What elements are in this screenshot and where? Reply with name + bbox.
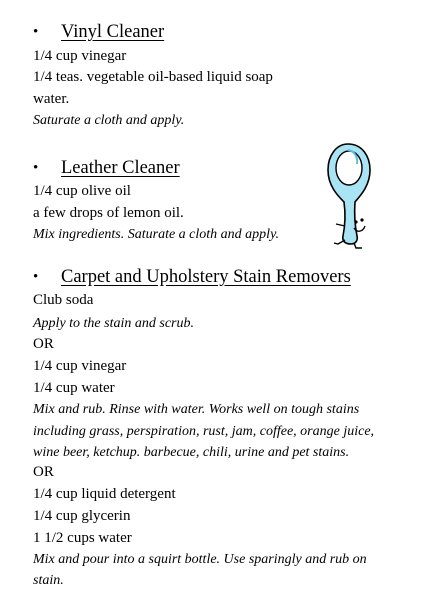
- ingredient-line: 1/4 cup glycerin: [33, 508, 131, 524]
- ingredient-line: Club soda: [33, 292, 94, 308]
- instruction-line: Mix and rub. Rinse with water. Works well on tough stains: [33, 402, 360, 417]
- instruction-line: Apply to the stain and scrub.: [33, 316, 194, 331]
- section-title: Carpet and Upholstery Stain Removers: [61, 267, 351, 287]
- ingredient-line: a few drops of lemon oil.: [33, 205, 184, 221]
- ingredient-line: water.: [33, 91, 70, 107]
- separator-or: OR: [33, 464, 54, 480]
- instruction-line: Mix ingredients. Saturate a cloth and apply.: [33, 227, 280, 242]
- instruction-line: including grass, perspiration, rust, jam, coffee, orange juice,: [33, 424, 375, 439]
- section-title: Leather Cleaner: [61, 158, 180, 178]
- ingredient-line: 1/4 cup vinegar: [33, 358, 127, 374]
- bullet-icon: •: [33, 269, 39, 285]
- section-title: Vinyl Cleaner: [61, 22, 165, 42]
- instruction-line: wine beer, ketchup. barbecue, chili, urine and pet stains.: [33, 445, 350, 460]
- ingredient-line: 1/4 cup vinegar: [33, 48, 127, 64]
- instruction-line: Saturate a cloth and apply.: [33, 113, 185, 128]
- ingredient-line: 1/4 cup liquid detergent: [33, 486, 176, 502]
- ingredient-line: 1/4 teas. vegetable oil-based liquid soap: [33, 69, 273, 85]
- ingredient-line: 1/4 cup water: [33, 380, 115, 396]
- bullet-icon: •: [33, 24, 39, 40]
- spoon-mascot-icon: [318, 140, 378, 250]
- ingredient-line: 1 1/2 cups water: [33, 530, 132, 546]
- separator-or: OR: [33, 336, 54, 352]
- ingredient-line: 1/4 cup olive oil: [33, 183, 131, 199]
- instruction-line: stain.: [33, 573, 64, 588]
- bullet-icon: •: [33, 160, 39, 176]
- instruction-line: Mix and pour into a squirt bottle. Use sparingly and rub on: [33, 552, 367, 567]
